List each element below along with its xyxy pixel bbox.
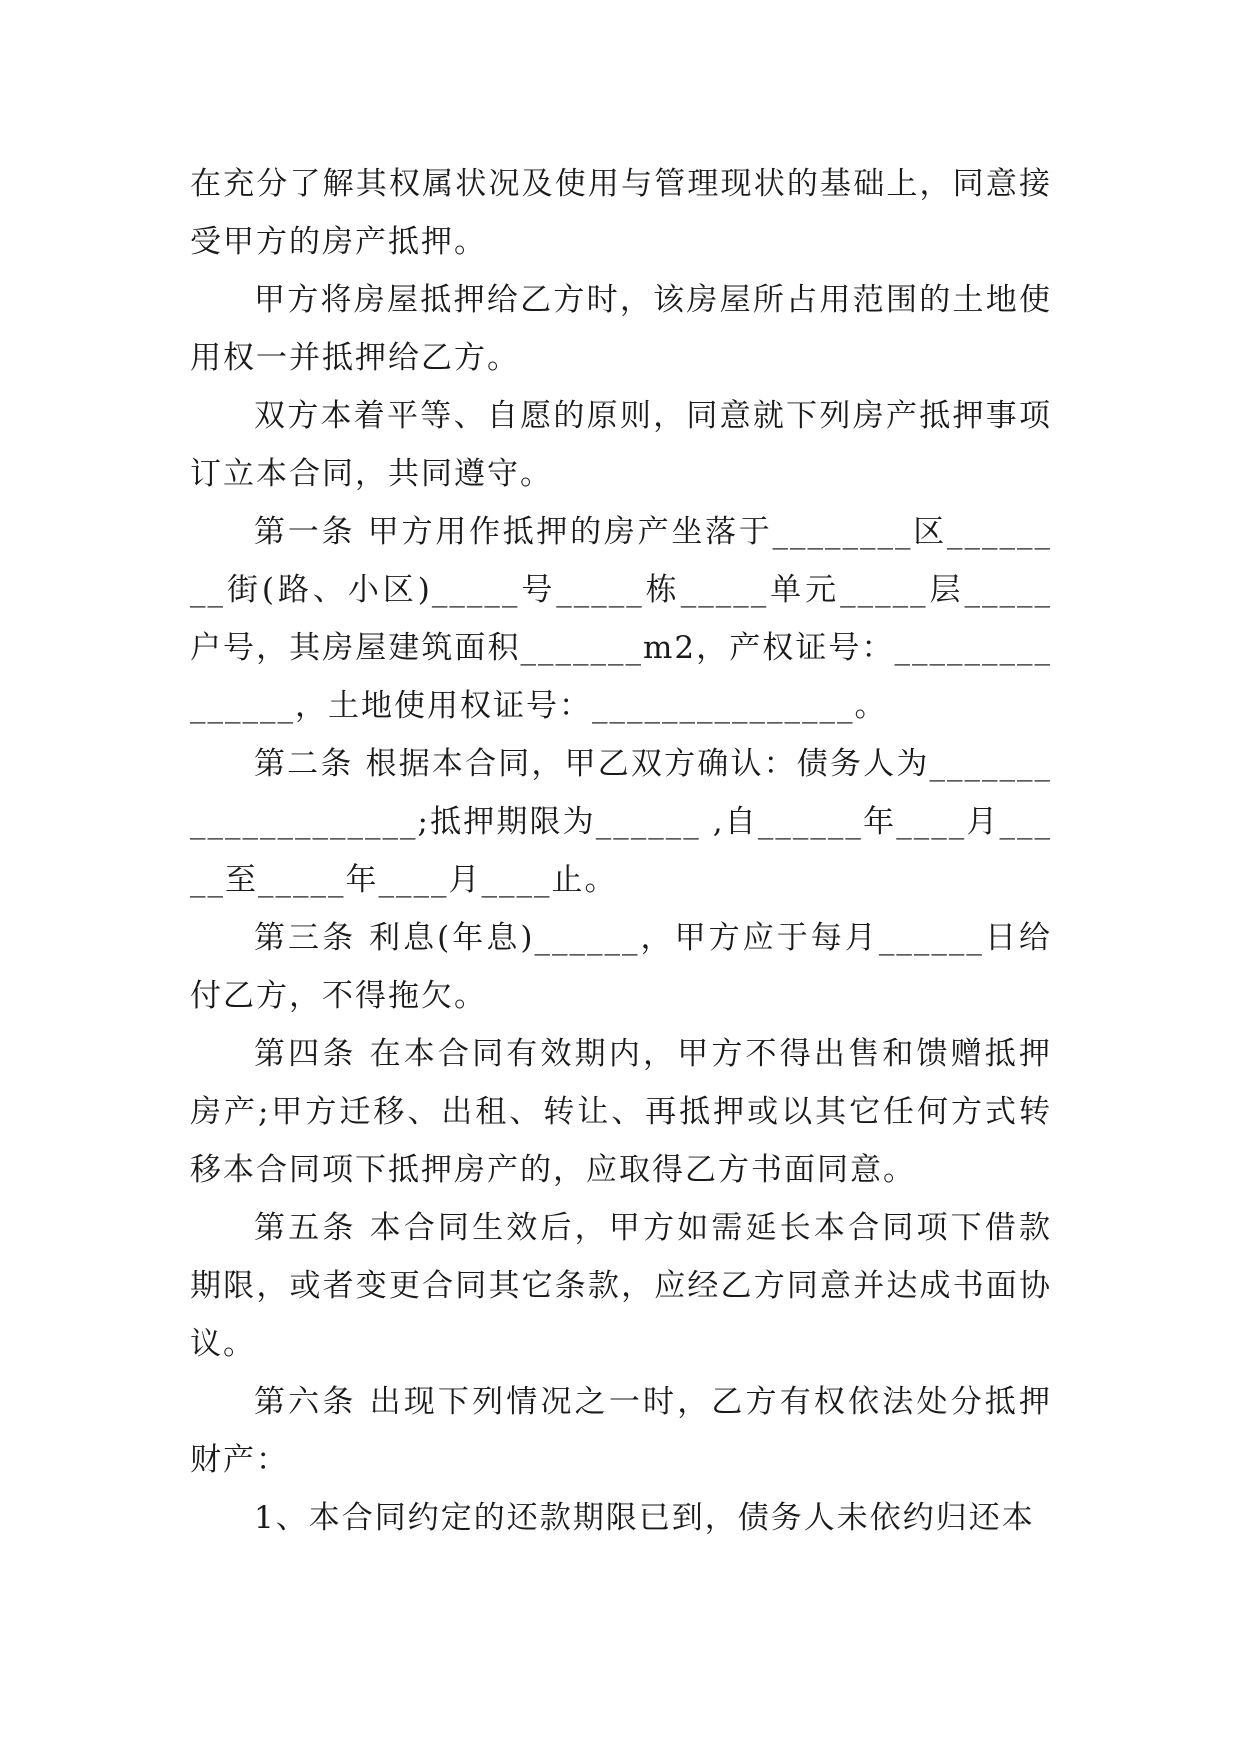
paragraph-article-5: 第五条 本合同生效后，甲方如需延长本合同项下借款期限，或者变更合同其它条款，应经乙方同意并达成书面协议。 (190, 1210, 1052, 1362)
paragraph-principle: 双方本着平等、自愿的原则，同意就下列房产抵押事项订立本合同，共同遵守。 (190, 398, 1052, 492)
paragraph-article-1: 第一条 甲方用作抵押的房产坐落于________区________街(路、小区)_____号_____栋_____单元_____层_____户号，其房屋建筑面积_______m2，产权证号：_______________，土地使用权证号：_______________。 (190, 514, 1052, 724)
paragraph-article-3: 第三条 利息(年息)______，甲方应于每月______日给付乙方，不得拖欠。 (190, 920, 1052, 1014)
paragraph-article-4: 第四条 在本合同有效期内，甲方不得出售和馈赠抵押房产;甲方迁移、出租、转让、再抵押或以其它任何方式转移本合同项下抵押房产的，应取得乙方书面同意。 (190, 1036, 1052, 1188)
paragraph-land-use-right: 甲方将房屋抵押给乙方时，该房屋所占用范围的土地使用权一并抵押给乙方。 (190, 282, 1052, 376)
paragraph-article-6: 第六条 出现下列情况之一时，乙方有权依法处分抵押财产： (190, 1384, 1052, 1478)
paragraph-article-2: 第二条 根据本合同，甲乙双方确认：债务人为____________________;抵押期限为______ ,自______年____月_____至_____年____月____止。 (190, 746, 1052, 898)
paragraph-mortgage-acceptance: 在充分了解其权属状况及使用与管理现状的基础上，同意接受甲方的房产抵押。 (190, 166, 1052, 260)
contract-body (190, 155, 1052, 1547)
paragraph-item-1: 1、本合同约定的还款期限已到，债务人未依约归还本 (254, 1500, 1035, 1536)
